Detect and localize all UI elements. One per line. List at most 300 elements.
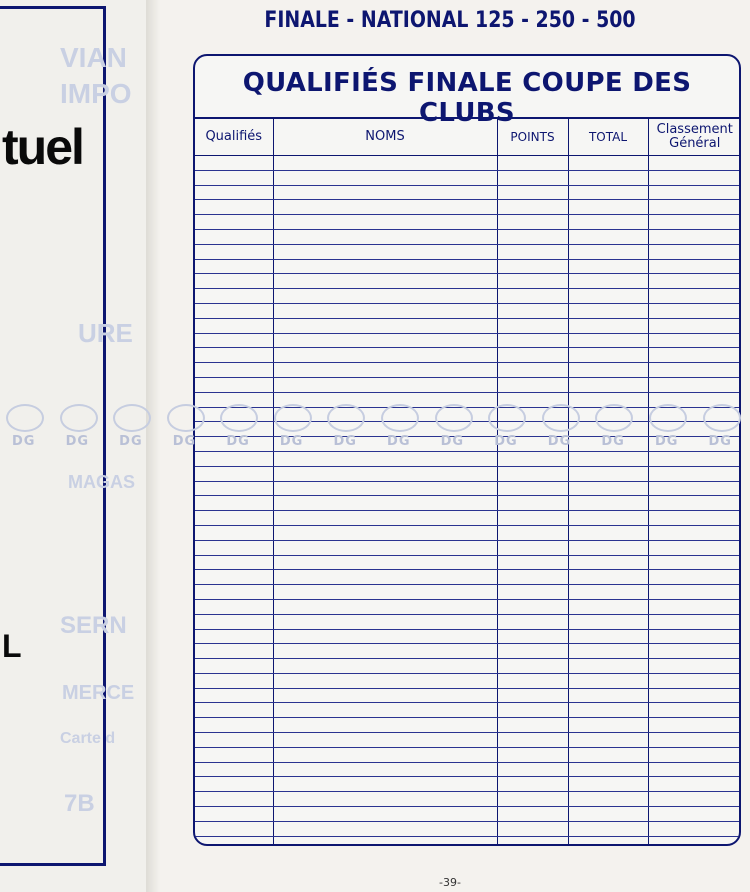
table-cell[interactable]	[497, 303, 568, 318]
table-cell[interactable]	[568, 170, 648, 185]
table-cell[interactable]	[195, 688, 273, 703]
table-cell[interactable]	[497, 318, 568, 333]
table-row	[195, 437, 741, 452]
watermark-label: DG	[601, 434, 625, 449]
table-cell[interactable]	[497, 481, 568, 496]
table-cell[interactable]	[497, 703, 568, 718]
table-cell[interactable]	[497, 274, 568, 289]
table-cell[interactable]	[648, 289, 741, 304]
table-cell[interactable]	[273, 777, 497, 792]
table-cell[interactable]	[497, 363, 568, 378]
table-row	[195, 392, 741, 407]
table-cell[interactable]	[497, 200, 568, 215]
table-cell[interactable]	[568, 185, 648, 200]
table-cell[interactable]	[497, 777, 568, 792]
table-cell[interactable]	[497, 170, 568, 185]
watermark-label: DG	[387, 434, 411, 449]
table-cell[interactable]	[273, 614, 497, 629]
table-cell[interactable]	[648, 614, 741, 629]
table-cell[interactable]	[568, 156, 648, 171]
table-cell[interactable]	[195, 407, 273, 422]
table-cell[interactable]	[568, 599, 648, 614]
table-cell[interactable]	[273, 570, 497, 585]
faded-text: SERN	[60, 612, 127, 639]
table-cell[interactable]	[195, 170, 273, 185]
table-cell[interactable]	[568, 688, 648, 703]
table-cell[interactable]	[273, 422, 497, 437]
table-cell[interactable]	[195, 792, 273, 807]
table-cell[interactable]	[648, 821, 741, 836]
table-cell[interactable]	[568, 333, 648, 348]
table-cell[interactable]	[273, 511, 497, 526]
table-cell[interactable]	[273, 215, 497, 230]
table-cell[interactable]	[568, 348, 648, 363]
table-cell[interactable]	[568, 747, 648, 762]
table-cell[interactable]	[273, 629, 497, 644]
table-cell[interactable]	[648, 540, 741, 555]
table-cell[interactable]	[195, 525, 273, 540]
table-cell[interactable]	[568, 200, 648, 215]
table-row	[195, 644, 741, 659]
table-cell[interactable]	[195, 599, 273, 614]
table-cell[interactable]	[273, 747, 497, 762]
table-cell[interactable]	[195, 703, 273, 718]
table-row	[195, 821, 741, 836]
table-row	[195, 673, 741, 688]
table-cell[interactable]	[648, 659, 741, 674]
table-cell[interactable]	[497, 673, 568, 688]
table-cell[interactable]	[568, 377, 648, 392]
table-cell[interactable]	[648, 718, 741, 733]
table-cell[interactable]	[195, 259, 273, 274]
table-cell[interactable]	[648, 333, 741, 348]
table-cell[interactable]	[497, 407, 568, 422]
table-row	[195, 200, 741, 215]
table-cell[interactable]	[568, 392, 648, 407]
table-cell[interactable]	[497, 466, 568, 481]
table-cell[interactable]	[273, 807, 497, 822]
table-cell[interactable]	[497, 422, 568, 437]
table-cell[interactable]	[568, 363, 648, 378]
faded-text: 7B	[64, 790, 95, 817]
table-cell[interactable]	[273, 170, 497, 185]
table-cell[interactable]	[568, 659, 648, 674]
table-cell[interactable]	[497, 525, 568, 540]
table-cell[interactable]	[195, 836, 273, 846]
table-cell[interactable]	[568, 525, 648, 540]
table-cell[interactable]	[497, 792, 568, 807]
table-cell[interactable]	[195, 733, 273, 748]
table-cell[interactable]	[497, 259, 568, 274]
table-cell[interactable]	[648, 363, 741, 378]
table-row	[195, 555, 741, 570]
table-row	[195, 333, 741, 348]
faded-text: Carte d	[60, 730, 116, 747]
table-cell[interactable]	[273, 792, 497, 807]
table-cell[interactable]	[497, 688, 568, 703]
table-cell[interactable]	[568, 451, 648, 466]
table-cell[interactable]	[273, 659, 497, 674]
table-cell[interactable]	[195, 747, 273, 762]
table-row	[195, 570, 741, 585]
table-cell[interactable]	[648, 392, 741, 407]
table-cell[interactable]	[648, 422, 741, 437]
table-cell[interactable]	[568, 629, 648, 644]
table-cell[interactable]	[195, 585, 273, 600]
table-cell[interactable]	[497, 333, 568, 348]
faded-text: MERCE	[62, 682, 135, 704]
table-cell[interactable]	[497, 289, 568, 304]
table-row	[195, 525, 741, 540]
table-cell[interactable]	[568, 733, 648, 748]
table-cell[interactable]	[273, 525, 497, 540]
table-cell[interactable]	[497, 718, 568, 733]
table-cell[interactable]	[195, 570, 273, 585]
table-cell[interactable]	[648, 481, 741, 496]
table-cell[interactable]	[497, 762, 568, 777]
table-cell[interactable]	[273, 481, 497, 496]
table-row	[195, 540, 741, 555]
table-cell[interactable]	[273, 451, 497, 466]
table-cell[interactable]	[195, 185, 273, 200]
table-cell[interactable]	[568, 673, 648, 688]
table-cell[interactable]	[273, 496, 497, 511]
table-cell[interactable]	[648, 747, 741, 762]
table-cell[interactable]	[195, 481, 273, 496]
table-cell[interactable]	[648, 644, 741, 659]
table-cell[interactable]	[648, 259, 741, 274]
table-cell[interactable]	[497, 540, 568, 555]
table-cell[interactable]	[273, 392, 497, 407]
table-cell[interactable]	[648, 170, 741, 185]
table-cell[interactable]	[648, 496, 741, 511]
table-cell[interactable]	[273, 821, 497, 836]
table-cell[interactable]	[648, 570, 741, 585]
table-cell[interactable]	[648, 673, 741, 688]
table-cell[interactable]	[648, 511, 741, 526]
table-cell[interactable]	[195, 244, 273, 259]
table-cell[interactable]	[568, 318, 648, 333]
table-cell[interactable]	[195, 555, 273, 570]
faded-text: IMPO	[60, 78, 132, 109]
table-cell[interactable]	[648, 466, 741, 481]
table-cell[interactable]	[568, 792, 648, 807]
table-row	[195, 511, 741, 526]
table-cell[interactable]	[195, 422, 273, 437]
table-cell[interactable]	[195, 200, 273, 215]
table-cell[interactable]	[195, 451, 273, 466]
table-cell[interactable]	[273, 333, 497, 348]
table-cell[interactable]	[195, 318, 273, 333]
table-cell[interactable]	[273, 733, 497, 748]
table-row	[195, 466, 741, 481]
table-cell[interactable]	[568, 496, 648, 511]
table-cell[interactable]	[195, 762, 273, 777]
table-cell[interactable]	[497, 570, 568, 585]
table-cell[interactable]	[648, 407, 741, 422]
table-cell[interactable]	[648, 777, 741, 792]
table-cell[interactable]	[497, 629, 568, 644]
watermark-label: DG	[440, 434, 465, 449]
table-cell[interactable]	[497, 836, 568, 846]
table-cell[interactable]	[497, 555, 568, 570]
table-cell[interactable]	[568, 289, 648, 304]
table-cell[interactable]	[273, 644, 497, 659]
table-cell[interactable]	[273, 836, 497, 846]
table-cell[interactable]	[648, 274, 741, 289]
table-cell[interactable]	[648, 762, 741, 777]
column-header-qualifies: Qualifiés	[195, 118, 273, 156]
table-cell[interactable]	[497, 229, 568, 244]
table-cell[interactable]	[648, 185, 741, 200]
table-cell[interactable]	[568, 229, 648, 244]
table-cell[interactable]	[648, 703, 741, 718]
table-cell[interactable]	[648, 585, 741, 600]
table-cell[interactable]	[648, 348, 741, 363]
table-cell[interactable]	[195, 718, 273, 733]
table-cell[interactable]	[195, 377, 273, 392]
qualifies-form	[193, 54, 741, 846]
table-cell[interactable]	[568, 718, 648, 733]
table-cell[interactable]	[648, 229, 741, 244]
table-cell[interactable]	[568, 807, 648, 822]
table-cell[interactable]	[568, 422, 648, 437]
table-cell[interactable]	[273, 466, 497, 481]
table-cell[interactable]	[273, 599, 497, 614]
table-cell[interactable]	[497, 185, 568, 200]
table-row	[195, 762, 741, 777]
table-cell[interactable]	[497, 659, 568, 674]
page-header: FINALE - NATIONAL 125 - 250 - 500	[264, 8, 636, 33]
table-cell[interactable]	[195, 673, 273, 688]
table-cell[interactable]	[273, 673, 497, 688]
table-cell[interactable]	[648, 629, 741, 644]
watermark-label: DG	[547, 434, 572, 449]
table-cell[interactable]	[195, 333, 273, 348]
table-row	[195, 718, 741, 733]
table-cell[interactable]	[568, 644, 648, 659]
table-cell[interactable]	[568, 407, 648, 422]
table-cell[interactable]	[648, 244, 741, 259]
table-cell[interactable]	[648, 733, 741, 748]
watermark-label: DG	[708, 434, 732, 449]
table-cell[interactable]	[568, 614, 648, 629]
table-cell[interactable]	[195, 466, 273, 481]
table-cell[interactable]	[648, 200, 741, 215]
table-cell[interactable]	[273, 688, 497, 703]
table-cell[interactable]	[568, 585, 648, 600]
table-cell[interactable]	[273, 437, 497, 452]
table-row	[195, 585, 741, 600]
table-cell[interactable]	[195, 363, 273, 378]
table-cell[interactable]	[568, 703, 648, 718]
table-cell[interactable]	[568, 437, 648, 452]
table-cell[interactable]	[497, 644, 568, 659]
table-cell[interactable]	[648, 688, 741, 703]
table-cell[interactable]	[568, 555, 648, 570]
table-cell[interactable]	[648, 318, 741, 333]
table-row	[195, 451, 741, 466]
watermark-label: DG	[333, 434, 357, 449]
table-row	[195, 659, 741, 674]
table-cell[interactable]	[568, 836, 648, 846]
table-cell[interactable]	[648, 377, 741, 392]
table-cell[interactable]	[273, 363, 497, 378]
table-cell[interactable]	[568, 215, 648, 230]
table-row	[195, 274, 741, 289]
table-row	[195, 777, 741, 792]
table-cell[interactable]	[273, 303, 497, 318]
table-cell[interactable]	[195, 659, 273, 674]
table-cell[interactable]	[195, 777, 273, 792]
table-cell[interactable]	[497, 496, 568, 511]
table-cell[interactable]	[497, 747, 568, 762]
table-row	[195, 170, 741, 185]
table-cell[interactable]	[195, 496, 273, 511]
table-row	[195, 614, 741, 629]
table-cell[interactable]	[568, 244, 648, 259]
table-cell[interactable]	[648, 156, 741, 171]
table-cell[interactable]	[648, 437, 741, 452]
book-gutter	[146, 0, 160, 892]
table-cell[interactable]	[273, 185, 497, 200]
table-cell[interactable]	[648, 599, 741, 614]
table-cell[interactable]	[195, 644, 273, 659]
table-cell[interactable]	[195, 229, 273, 244]
watermark-label: DG	[279, 434, 304, 449]
table-row	[195, 363, 741, 378]
table-row	[195, 229, 741, 244]
table-cell[interactable]	[273, 200, 497, 215]
table-row	[195, 348, 741, 363]
table-cell[interactable]	[568, 777, 648, 792]
table-cell[interactable]	[195, 215, 273, 230]
column-header-classement: Classement Général	[648, 118, 741, 156]
table-row	[195, 703, 741, 718]
table-cell[interactable]	[497, 215, 568, 230]
watermark-label: DG	[172, 434, 197, 449]
table-cell[interactable]	[648, 792, 741, 807]
table-row	[195, 377, 741, 392]
table-cell[interactable]	[273, 289, 497, 304]
table-cell[interactable]	[195, 821, 273, 836]
table-cell[interactable]	[273, 540, 497, 555]
table-row	[195, 318, 741, 333]
table-cell[interactable]	[195, 437, 273, 452]
table-row	[195, 185, 741, 200]
table-cell[interactable]	[195, 807, 273, 822]
table-row	[195, 747, 741, 762]
table-row	[195, 807, 741, 822]
table-cell[interactable]	[195, 392, 273, 407]
watermark-label: DG	[654, 434, 679, 449]
table-cell[interactable]	[195, 511, 273, 526]
table-cell[interactable]	[273, 229, 497, 244]
table-row	[195, 215, 741, 230]
table-cell[interactable]	[273, 703, 497, 718]
table-cell[interactable]	[195, 540, 273, 555]
table-row	[195, 422, 741, 437]
table-cell[interactable]	[273, 377, 497, 392]
table-row	[195, 792, 741, 807]
table-cell[interactable]	[568, 762, 648, 777]
table-cell[interactable]	[568, 259, 648, 274]
table-cell[interactable]	[648, 807, 741, 822]
table-cell[interactable]	[273, 718, 497, 733]
table-cell[interactable]	[195, 614, 273, 629]
table-cell[interactable]	[497, 511, 568, 526]
table-cell[interactable]	[195, 629, 273, 644]
table-row	[195, 733, 741, 748]
table-cell[interactable]	[497, 437, 568, 452]
table-cell[interactable]	[273, 274, 497, 289]
table-cell[interactable]	[497, 807, 568, 822]
watermark-label: DG	[226, 434, 250, 449]
table-cell[interactable]	[195, 348, 273, 363]
table-header-row	[195, 118, 741, 156]
table-cell[interactable]	[273, 156, 497, 171]
table-cell[interactable]	[648, 451, 741, 466]
column-header-total: TOTAL	[568, 118, 648, 156]
watermark-label: DG	[494, 434, 518, 449]
table-cell[interactable]	[568, 511, 648, 526]
table-cell[interactable]	[568, 481, 648, 496]
table-cell[interactable]	[568, 466, 648, 481]
table-cell[interactable]	[497, 392, 568, 407]
table-cell[interactable]	[648, 303, 741, 318]
column-header-noms: NOMS	[273, 118, 497, 156]
table-cell[interactable]	[497, 614, 568, 629]
page-number: -39-	[439, 876, 461, 889]
table-cell[interactable]	[195, 274, 273, 289]
table-row	[195, 836, 741, 846]
table-cell[interactable]	[497, 244, 568, 259]
table-cell[interactable]	[273, 348, 497, 363]
table-cell[interactable]	[497, 348, 568, 363]
table-cell[interactable]	[568, 274, 648, 289]
table-cell[interactable]	[648, 555, 741, 570]
table-cell[interactable]	[568, 540, 648, 555]
table-cell[interactable]	[497, 451, 568, 466]
table-cell[interactable]	[273, 318, 497, 333]
table-cell[interactable]	[568, 570, 648, 585]
table-cell[interactable]	[648, 836, 741, 846]
faded-text: URE	[78, 318, 133, 348]
faded-text: MAGAS	[68, 472, 135, 492]
table-cell[interactable]	[273, 555, 497, 570]
table-cell[interactable]	[497, 156, 568, 171]
table-cell[interactable]	[568, 821, 648, 836]
table-cell[interactable]	[273, 585, 497, 600]
table-cell[interactable]	[497, 821, 568, 836]
table-cell[interactable]	[497, 585, 568, 600]
table-body	[195, 156, 741, 847]
table-cell[interactable]	[195, 303, 273, 318]
table-cell[interactable]	[648, 525, 741, 540]
table-cell[interactable]	[273, 244, 497, 259]
table-cell[interactable]	[497, 377, 568, 392]
table-cell[interactable]	[195, 289, 273, 304]
table-cell[interactable]	[497, 599, 568, 614]
table-cell[interactable]	[273, 762, 497, 777]
table-cell[interactable]	[497, 733, 568, 748]
table-cell[interactable]	[195, 156, 273, 171]
table-cell[interactable]	[568, 303, 648, 318]
table-cell[interactable]	[273, 407, 497, 422]
left-page	[0, 0, 150, 892]
table-cell[interactable]	[648, 215, 741, 230]
table-cell[interactable]	[273, 259, 497, 274]
